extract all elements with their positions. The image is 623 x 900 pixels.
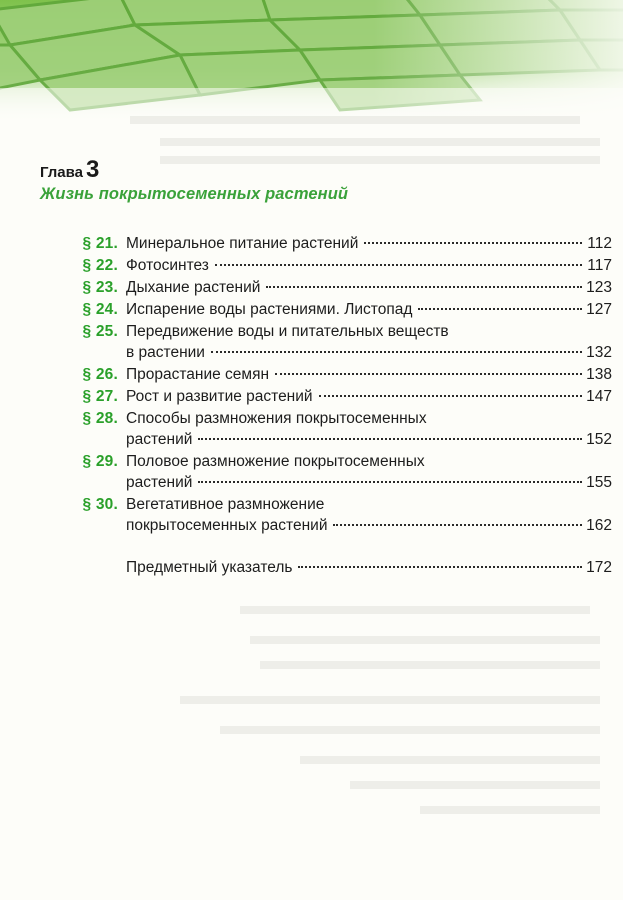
section-title: Испарение воды растениями. Листопад bbox=[126, 301, 413, 318]
chapter-number: 3 bbox=[86, 156, 100, 183]
section-title-continued: покрытосеменных растений bbox=[126, 517, 328, 534]
toc-entry[interactable] bbox=[40, 299, 616, 320]
section-title-continued: в растении bbox=[126, 344, 205, 361]
chapter-label bbox=[40, 158, 348, 182]
page-number: 172 bbox=[586, 559, 612, 576]
toc-entry[interactable] bbox=[40, 233, 616, 254]
page-number: 132 bbox=[586, 344, 612, 361]
page-number: 162 bbox=[586, 517, 612, 534]
toc-entry[interactable] bbox=[40, 255, 616, 276]
page-number: 127 bbox=[586, 301, 612, 318]
section-title: Рост и развитие растений bbox=[126, 388, 313, 405]
dot-leader bbox=[275, 373, 582, 375]
section-number: § 21. bbox=[82, 235, 118, 252]
toc-entry[interactable] bbox=[40, 494, 616, 536]
dot-leader bbox=[215, 264, 582, 266]
section-title: Фотосинтез bbox=[126, 257, 209, 274]
dot-leader bbox=[198, 481, 582, 483]
dot-leader bbox=[333, 524, 582, 526]
toc-entry[interactable] bbox=[40, 364, 616, 385]
section-number: § 26. bbox=[82, 366, 118, 383]
section-number: § 25. bbox=[82, 323, 118, 340]
page-number: 138 bbox=[586, 366, 612, 383]
toc-entry[interactable] bbox=[40, 277, 616, 298]
section-number: § 28. bbox=[82, 410, 118, 427]
section-title: Дыхание растений bbox=[126, 279, 261, 296]
leaf-cells-banner bbox=[0, 0, 623, 125]
toc-entry[interactable] bbox=[40, 321, 616, 363]
dot-leader bbox=[418, 308, 582, 310]
section-title-continued: растений bbox=[126, 474, 193, 491]
section-title: Вегетативное размножение bbox=[126, 496, 325, 513]
section-number: § 27. bbox=[82, 388, 118, 405]
section-title: Половое размножение покрытосеменных bbox=[126, 453, 425, 470]
page-number: 147 bbox=[586, 388, 612, 405]
section-title: Прорастание семян bbox=[126, 366, 270, 383]
section-number: § 23. bbox=[82, 279, 118, 296]
section-number: § 30. bbox=[82, 496, 118, 513]
toc-entry[interactable] bbox=[40, 408, 616, 450]
page-number: 155 bbox=[586, 474, 612, 491]
section-number: § 22. bbox=[82, 257, 118, 274]
dot-leader bbox=[298, 566, 582, 568]
section-title: Минеральное питание растений bbox=[126, 235, 359, 252]
page-number: 112 bbox=[587, 235, 612, 252]
dot-leader bbox=[211, 351, 582, 353]
toc-entry[interactable] bbox=[40, 451, 616, 493]
toc-entry[interactable] bbox=[40, 386, 616, 407]
dot-leader bbox=[266, 286, 582, 288]
section-title-continued: растений bbox=[126, 431, 193, 448]
index-entry[interactable] bbox=[40, 557, 616, 578]
section-title: Способы размножения покрытосеменных bbox=[126, 410, 427, 427]
section-number: § 29. bbox=[82, 453, 118, 470]
index-title: Предметный указатель bbox=[126, 559, 293, 576]
section-number: § 24. bbox=[82, 301, 118, 318]
dot-leader bbox=[198, 438, 582, 440]
table-of-contents bbox=[40, 233, 616, 579]
page-number: 117 bbox=[587, 257, 612, 274]
dot-leader bbox=[364, 242, 582, 244]
chapter-word: Глава bbox=[40, 164, 83, 181]
page-number: 152 bbox=[586, 431, 612, 448]
page-number: 123 bbox=[586, 279, 612, 296]
chapter-heading bbox=[40, 158, 348, 204]
chapter-title: Жизнь покрытосеменных растений bbox=[40, 185, 349, 203]
section-title: Передвижение воды и питательных веществ bbox=[126, 323, 449, 340]
dot-leader bbox=[319, 395, 582, 397]
